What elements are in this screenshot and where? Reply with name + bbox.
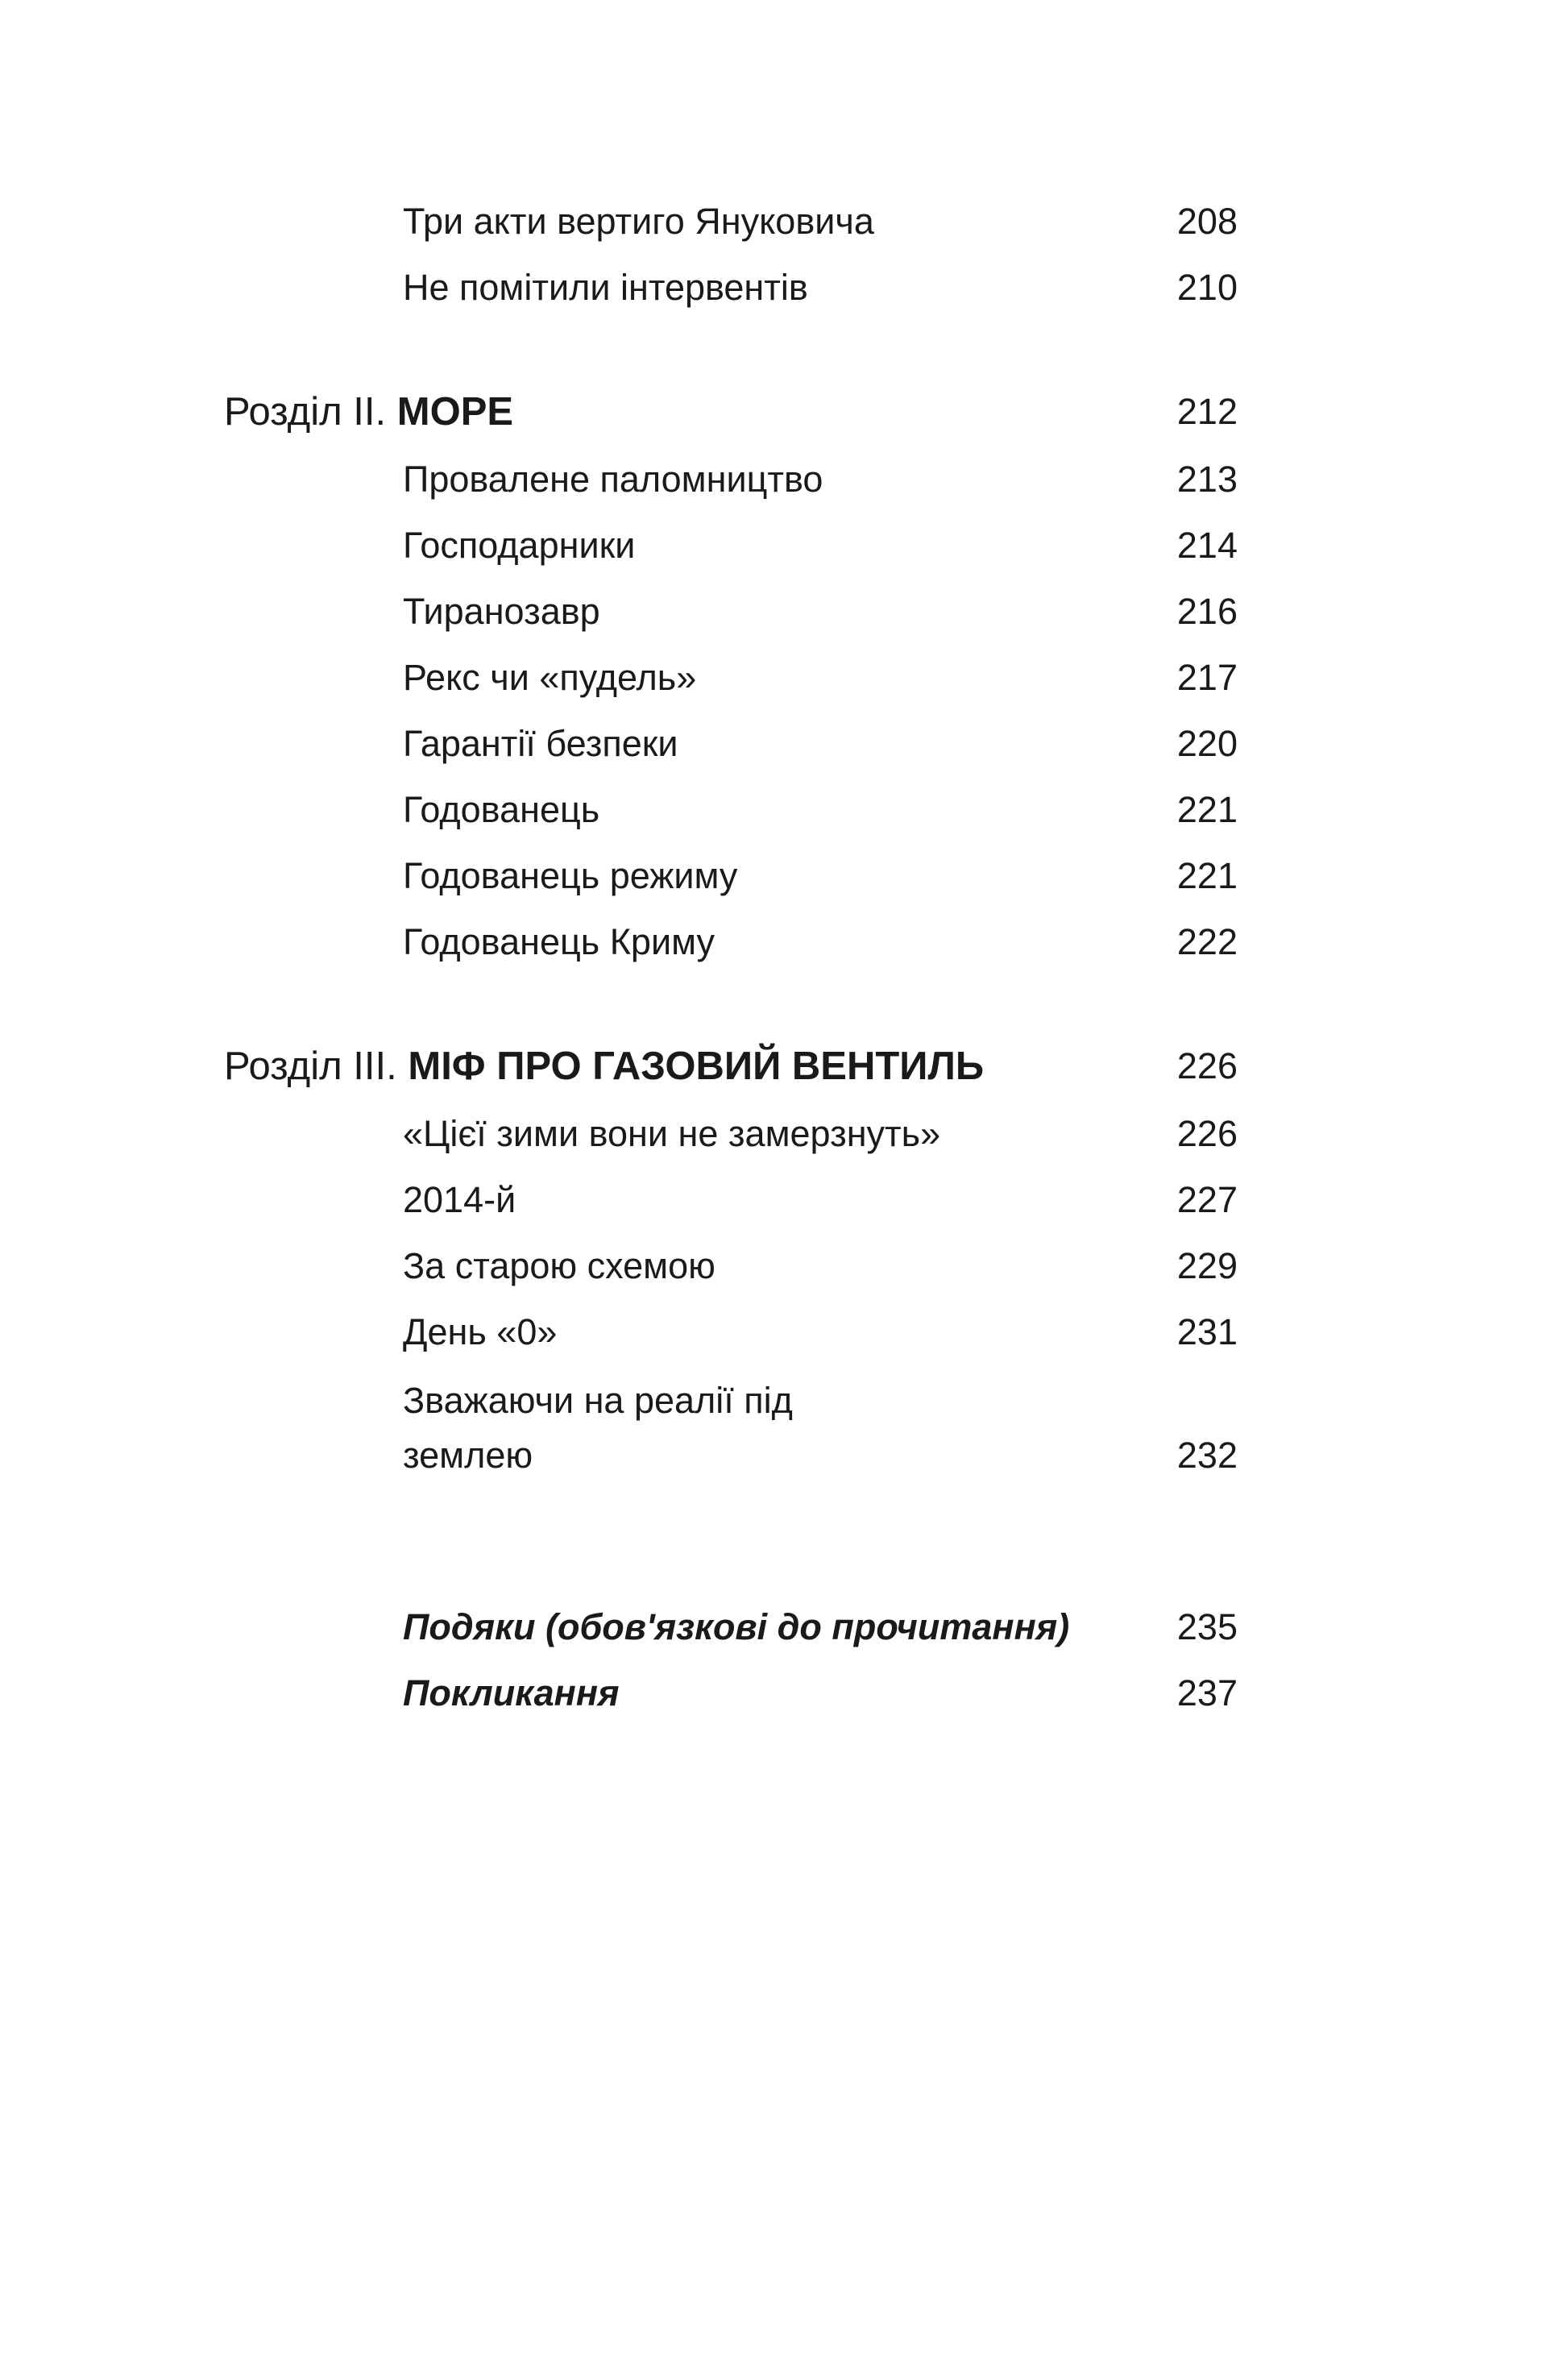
toc-entry-page: 226 [1176,1113,1238,1154]
toc-entry-title: Подяки (обов'язкові до прочитання) [403,1606,1070,1647]
toc-entry-page: 208 [1176,201,1238,242]
toc-entry [403,447,1238,513]
toc-section-page: 226 [1176,1045,1238,1086]
toc-section-heading [224,1033,1238,1099]
toc-entry-page: 217 [1176,657,1238,698]
toc-entry-title: Зважаючи на реалії під землею [403,1380,793,1476]
toc-entry-page: 220 [1176,723,1238,764]
toc-entry-page: 210 [1176,267,1238,308]
toc-entry-page: 235 [1176,1606,1238,1647]
toc-section-page: 212 [1176,391,1238,432]
toc-entry-title: Покликання [403,1672,620,1713]
toc-entry-title: «Цієї зими вони не замерзнуть» [403,1113,941,1154]
toc-entry-title: За старою схемою [403,1245,715,1286]
toc-entry-title: Провалене паломництво [403,459,823,500]
toc-entry-page: 229 [1176,1245,1238,1286]
toc-entry-page: 227 [1176,1179,1238,1220]
toc-entry [403,843,1238,909]
toc-entry [403,909,1238,975]
toc-entry-title: Годованець Криму [403,921,715,962]
toc-entry-page: 231 [1176,1311,1238,1352]
toc-entry [403,777,1238,843]
toc-entry-page: 222 [1176,921,1238,962]
toc-section-heading [224,379,1238,445]
toc-entry-page: 232 [1176,1435,1238,1476]
toc-entry [403,579,1238,645]
toc-entry-title: Гарантії безпеки [403,723,678,764]
section-name: МОРЕ [396,390,514,434]
toc-entry [403,189,1238,255]
toc-entry [403,645,1238,711]
toc-entry-page: 221 [1176,855,1238,896]
toc-entry-page: 213 [1176,459,1238,500]
toc-entry-page: 237 [1176,1672,1238,1713]
toc-entry-acknowledgements [403,1594,1238,1660]
toc-entry-page: 214 [1176,525,1238,566]
toc-entry-title: Годованець [403,789,600,830]
section-prefix: Розділ III. [224,1045,409,1088]
toc-entry [403,255,1238,321]
toc-entry-title: Годованець режиму [403,855,738,896]
toc-entry-title: Господарники [403,525,636,566]
toc-entry [403,1101,1238,1167]
toc-entry [403,1167,1238,1233]
toc-entry-title: День «0» [403,1311,558,1352]
toc-entry-title: Не помітили інтервентів [403,267,808,308]
toc-entry [403,513,1238,579]
section-name: МІФ ПРО ГАЗОВИЙ ВЕНТИЛЬ [408,1045,985,1088]
toc-entry-page: 221 [1176,789,1238,830]
toc-entry-page: 216 [1176,591,1238,632]
toc-entry-title: Рекс чи «пудель» [403,657,697,698]
toc-entry [403,711,1238,777]
toc-entry [403,1233,1238,1299]
toc-entry-title: 2014-й [403,1179,516,1220]
toc-entry-title: Три акти вертиго Януковича [403,201,874,242]
toc-entry-title: Тиранозавр [403,591,600,632]
toc-entry [403,1373,1238,1494]
toc-entry [403,1299,1238,1365]
toc-entry-references [403,1660,1238,1726]
section-prefix: Розділ II. [224,390,397,434]
